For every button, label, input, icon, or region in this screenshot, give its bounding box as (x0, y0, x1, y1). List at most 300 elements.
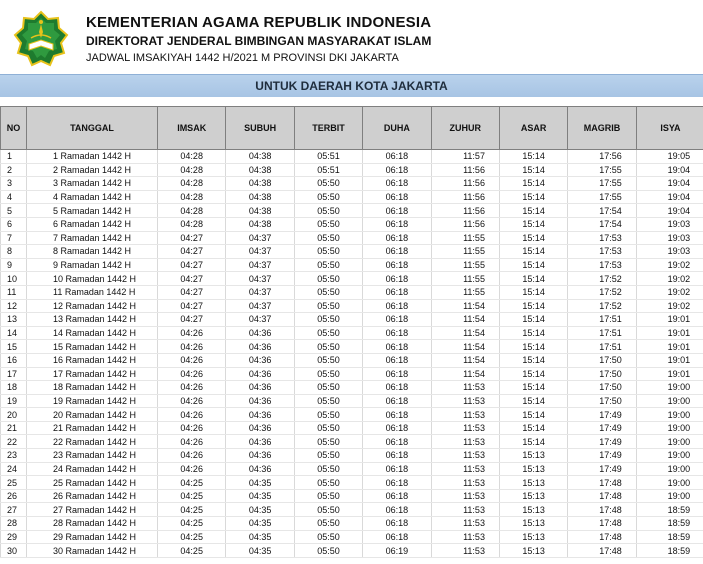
cell-tanggal: 22 Ramadan 1442 H (27, 435, 158, 449)
cell-isya: 19:01 (636, 313, 703, 327)
cell-asar: 15:14 (499, 190, 567, 204)
cell-duha: 06:18 (363, 340, 431, 354)
cell-magrib: 17:50 (568, 353, 636, 367)
cell-isya: 19:01 (636, 326, 703, 340)
cell-imsak: 04:25 (158, 544, 226, 558)
cell-isya: 19:01 (636, 353, 703, 367)
col-header-subuh: SUBUH (226, 107, 294, 150)
cell-isya: 19:04 (636, 204, 703, 218)
cell-magrib: 17:50 (568, 394, 636, 408)
cell-duha: 06:18 (363, 489, 431, 503)
cell-tanggal: 26 Ramadan 1442 H (27, 489, 158, 503)
cell-imsak: 04:26 (158, 449, 226, 463)
cell-zuhur: 11:53 (431, 462, 499, 476)
cell-subuh: 04:37 (226, 313, 294, 327)
cell-terbit: 05:50 (294, 313, 362, 327)
cell-isya: 19:02 (636, 285, 703, 299)
cell-magrib: 17:53 (568, 245, 636, 259)
cell-subuh: 04:35 (226, 489, 294, 503)
cell-terbit: 05:50 (294, 408, 362, 422)
cell-asar: 15:14 (499, 245, 567, 259)
cell-duha: 06:18 (363, 150, 431, 164)
cell-zuhur: 11:56 (431, 217, 499, 231)
cell-magrib: 17:49 (568, 408, 636, 422)
table-row (1, 530, 703, 544)
cell-no: 26 (1, 489, 27, 503)
cell-terbit: 05:50 (294, 217, 362, 231)
cell-terbit: 05:50 (294, 476, 362, 490)
cell-duha: 06:18 (363, 313, 431, 327)
cell-duha: 06:18 (363, 258, 431, 272)
table-body (1, 150, 703, 558)
cell-magrib: 17:56 (568, 150, 636, 164)
cell-imsak: 04:27 (158, 258, 226, 272)
cell-terbit: 05:50 (294, 530, 362, 544)
cell-magrib: 17:51 (568, 313, 636, 327)
cell-imsak: 04:26 (158, 381, 226, 395)
cell-terbit: 05:50 (294, 326, 362, 340)
cell-magrib: 17:51 (568, 340, 636, 354)
cell-asar: 15:14 (499, 177, 567, 191)
cell-magrib: 17:49 (568, 449, 636, 463)
table-row (1, 177, 703, 191)
cell-no: 27 (1, 503, 27, 517)
cell-isya: 19:02 (636, 272, 703, 286)
cell-magrib: 17:49 (568, 421, 636, 435)
cell-imsak: 04:26 (158, 394, 226, 408)
cell-terbit: 05:50 (294, 544, 362, 558)
cell-duha: 06:18 (363, 449, 431, 463)
cell-magrib: 17:55 (568, 190, 636, 204)
col-header-tanggal: TANGGAL (27, 107, 158, 150)
cell-magrib: 17:48 (568, 530, 636, 544)
cell-terbit: 05:50 (294, 435, 362, 449)
cell-isya: 19:00 (636, 462, 703, 476)
col-header-isya: ISYA (636, 107, 703, 150)
cell-imsak: 04:25 (158, 503, 226, 517)
imsakiyah-table (0, 106, 703, 558)
cell-isya: 19:02 (636, 299, 703, 313)
cell-no: 9 (1, 258, 27, 272)
cell-zuhur: 11:56 (431, 163, 499, 177)
table-row (1, 217, 703, 231)
cell-subuh: 04:37 (226, 258, 294, 272)
cell-terbit: 05:50 (294, 517, 362, 531)
cell-imsak: 04:26 (158, 340, 226, 354)
cell-asar: 15:14 (499, 367, 567, 381)
cell-magrib: 17:49 (568, 435, 636, 449)
cell-no: 11 (1, 285, 27, 299)
cell-terbit: 05:50 (294, 272, 362, 286)
cell-isya: 19:00 (636, 489, 703, 503)
cell-zuhur: 11:55 (431, 285, 499, 299)
cell-zuhur: 11:55 (431, 272, 499, 286)
cell-subuh: 04:36 (226, 394, 294, 408)
cell-subuh: 04:36 (226, 353, 294, 367)
table-row (1, 299, 703, 313)
cell-no: 24 (1, 462, 27, 476)
cell-tanggal: 9 Ramadan 1442 H (27, 258, 158, 272)
cell-no: 1 (1, 150, 27, 164)
col-header-duha: DUHA (363, 107, 431, 150)
table-row (1, 190, 703, 204)
cell-duha: 06:18 (363, 217, 431, 231)
cell-subuh: 04:37 (226, 245, 294, 259)
cell-terbit: 05:50 (294, 285, 362, 299)
cell-tanggal: 27 Ramadan 1442 H (27, 503, 158, 517)
cell-zuhur: 11:53 (431, 421, 499, 435)
cell-subuh: 04:37 (226, 231, 294, 245)
cell-magrib: 17:48 (568, 503, 636, 517)
cell-magrib: 17:54 (568, 217, 636, 231)
cell-asar: 15:13 (499, 476, 567, 490)
cell-isya: 18:59 (636, 517, 703, 531)
cell-subuh: 04:38 (226, 217, 294, 231)
cell-tanggal: 2 Ramadan 1442 H (27, 163, 158, 177)
cell-subuh: 04:36 (226, 449, 294, 463)
cell-tanggal: 21 Ramadan 1442 H (27, 421, 158, 435)
cell-duha: 06:18 (363, 190, 431, 204)
cell-asar: 15:14 (499, 435, 567, 449)
table-row (1, 544, 703, 558)
cell-subuh: 04:37 (226, 272, 294, 286)
cell-zuhur: 11:54 (431, 353, 499, 367)
cell-terbit: 05:50 (294, 299, 362, 313)
cell-isya: 19:05 (636, 150, 703, 164)
cell-duha: 06:18 (363, 245, 431, 259)
cell-isya: 19:00 (636, 421, 703, 435)
table-header-row (1, 107, 703, 150)
cell-asar: 15:14 (499, 353, 567, 367)
cell-zuhur: 11:53 (431, 449, 499, 463)
cell-tanggal: 4 Ramadan 1442 H (27, 190, 158, 204)
cell-isya: 18:59 (636, 530, 703, 544)
cell-subuh: 04:36 (226, 326, 294, 340)
cell-terbit: 05:51 (294, 150, 362, 164)
cell-tanggal: 13 Ramadan 1442 H (27, 313, 158, 327)
cell-asar: 15:13 (499, 517, 567, 531)
cell-no: 22 (1, 435, 27, 449)
cell-asar: 15:14 (499, 163, 567, 177)
region-banner: UNTUK DAERAH KOTA JAKARTA (0, 74, 703, 98)
cell-tanggal: 14 Ramadan 1442 H (27, 326, 158, 340)
cell-terbit: 05:50 (294, 204, 362, 218)
cell-no: 19 (1, 394, 27, 408)
cell-duha: 06:18 (363, 231, 431, 245)
cell-zuhur: 11:55 (431, 245, 499, 259)
cell-no: 14 (1, 326, 27, 340)
table-row (1, 503, 703, 517)
cell-duha: 06:18 (363, 272, 431, 286)
cell-asar: 15:14 (499, 326, 567, 340)
cell-tanggal: 12 Ramadan 1442 H (27, 299, 158, 313)
table-row (1, 285, 703, 299)
cell-duha: 06:18 (363, 530, 431, 544)
cell-subuh: 04:38 (226, 190, 294, 204)
cell-asar: 15:14 (499, 381, 567, 395)
cell-terbit: 05:50 (294, 190, 362, 204)
cell-tanggal: 8 Ramadan 1442 H (27, 245, 158, 259)
cell-zuhur: 11:53 (431, 381, 499, 395)
cell-no: 18 (1, 381, 27, 395)
cell-duha: 06:19 (363, 544, 431, 558)
cell-duha: 06:18 (363, 381, 431, 395)
col-header-asar: ASAR (499, 107, 567, 150)
table-row (1, 326, 703, 340)
cell-asar: 15:14 (499, 421, 567, 435)
cell-terbit: 05:50 (294, 462, 362, 476)
cell-zuhur: 11:55 (431, 258, 499, 272)
cell-magrib: 17:55 (568, 177, 636, 191)
cell-imsak: 04:26 (158, 353, 226, 367)
cell-imsak: 04:26 (158, 435, 226, 449)
cell-tanggal: 15 Ramadan 1442 H (27, 340, 158, 354)
cell-subuh: 04:35 (226, 476, 294, 490)
cell-duha: 06:18 (363, 435, 431, 449)
cell-tanggal: 18 Ramadan 1442 H (27, 381, 158, 395)
cell-magrib: 17:52 (568, 272, 636, 286)
cell-zuhur: 11:53 (431, 517, 499, 531)
cell-duha: 06:18 (363, 394, 431, 408)
cell-duha: 06:18 (363, 476, 431, 490)
cell-subuh: 04:38 (226, 204, 294, 218)
cell-zuhur: 11:56 (431, 177, 499, 191)
cell-zuhur: 11:54 (431, 367, 499, 381)
cell-asar: 15:14 (499, 299, 567, 313)
col-header-terbit: TERBIT (294, 107, 362, 150)
cell-magrib: 17:51 (568, 326, 636, 340)
cell-duha: 06:18 (363, 204, 431, 218)
table-row (1, 489, 703, 503)
cell-subuh: 04:36 (226, 367, 294, 381)
cell-subuh: 04:37 (226, 285, 294, 299)
cell-imsak: 04:26 (158, 408, 226, 422)
cell-subuh: 04:35 (226, 530, 294, 544)
cell-magrib: 17:53 (568, 231, 636, 245)
cell-zuhur: 11:56 (431, 204, 499, 218)
cell-no: 23 (1, 449, 27, 463)
cell-imsak: 04:25 (158, 517, 226, 531)
ministry-logo-icon (12, 10, 70, 68)
cell-subuh: 04:35 (226, 503, 294, 517)
cell-isya: 19:00 (636, 381, 703, 395)
cell-zuhur: 11:57 (431, 150, 499, 164)
cell-magrib: 17:54 (568, 204, 636, 218)
cell-magrib: 17:55 (568, 163, 636, 177)
cell-magrib: 17:48 (568, 544, 636, 558)
cell-no: 10 (1, 272, 27, 286)
cell-no: 20 (1, 408, 27, 422)
cell-zuhur: 11:53 (431, 489, 499, 503)
cell-tanggal: 3 Ramadan 1442 H (27, 177, 158, 191)
cell-isya: 19:04 (636, 163, 703, 177)
cell-subuh: 04:35 (226, 517, 294, 531)
cell-imsak: 04:27 (158, 285, 226, 299)
cell-duha: 06:18 (363, 285, 431, 299)
cell-magrib: 17:50 (568, 381, 636, 395)
cell-no: 16 (1, 353, 27, 367)
cell-magrib: 17:48 (568, 476, 636, 490)
cell-no: 5 (1, 204, 27, 218)
cell-imsak: 04:28 (158, 177, 226, 191)
cell-imsak: 04:28 (158, 204, 226, 218)
cell-isya: 19:04 (636, 190, 703, 204)
cell-tanggal: 28 Ramadan 1442 H (27, 517, 158, 531)
cell-imsak: 04:28 (158, 190, 226, 204)
cell-asar: 15:14 (499, 231, 567, 245)
table-row (1, 340, 703, 354)
cell-no: 25 (1, 476, 27, 490)
cell-no: 15 (1, 340, 27, 354)
cell-duha: 06:18 (363, 326, 431, 340)
cell-zuhur: 11:53 (431, 544, 499, 558)
cell-zuhur: 11:54 (431, 326, 499, 340)
cell-terbit: 05:50 (294, 177, 362, 191)
cell-terbit: 05:50 (294, 489, 362, 503)
cell-asar: 15:14 (499, 408, 567, 422)
cell-subuh: 04:38 (226, 177, 294, 191)
cell-imsak: 04:25 (158, 489, 226, 503)
cell-magrib: 17:52 (568, 285, 636, 299)
cell-asar: 15:14 (499, 285, 567, 299)
cell-isya: 19:00 (636, 449, 703, 463)
cell-zuhur: 11:53 (431, 476, 499, 490)
cell-imsak: 04:25 (158, 530, 226, 544)
cell-terbit: 05:50 (294, 340, 362, 354)
cell-magrib: 17:49 (568, 462, 636, 476)
cell-terbit: 05:50 (294, 231, 362, 245)
cell-subuh: 04:35 (226, 544, 294, 558)
cell-isya: 19:03 (636, 245, 703, 259)
table-row (1, 421, 703, 435)
cell-duha: 06:18 (363, 517, 431, 531)
table-row (1, 272, 703, 286)
cell-asar: 15:14 (499, 258, 567, 272)
cell-asar: 15:14 (499, 272, 567, 286)
cell-no: 29 (1, 530, 27, 544)
table-row (1, 394, 703, 408)
cell-no: 8 (1, 245, 27, 259)
cell-zuhur: 11:53 (431, 408, 499, 422)
cell-tanggal: 7 Ramadan 1442 H (27, 231, 158, 245)
cell-isya: 19:02 (636, 258, 703, 272)
cell-asar: 15:13 (499, 449, 567, 463)
cell-isya: 19:03 (636, 217, 703, 231)
table-row (1, 150, 703, 164)
cell-isya: 19:00 (636, 435, 703, 449)
cell-tanggal: 11 Ramadan 1442 H (27, 285, 158, 299)
table-row (1, 476, 703, 490)
table-row (1, 204, 703, 218)
cell-imsak: 04:28 (158, 163, 226, 177)
cell-asar: 15:13 (499, 489, 567, 503)
cell-duha: 06:18 (363, 299, 431, 313)
cell-imsak: 04:27 (158, 231, 226, 245)
cell-tanggal: 1 Ramadan 1442 H (27, 150, 158, 164)
cell-imsak: 04:28 (158, 150, 226, 164)
cell-zuhur: 11:55 (431, 231, 499, 245)
cell-imsak: 04:26 (158, 326, 226, 340)
cell-duha: 06:18 (363, 503, 431, 517)
cell-tanggal: 24 Ramadan 1442 H (27, 462, 158, 476)
col-header-zuhur: ZUHUR (431, 107, 499, 150)
table-row (1, 449, 703, 463)
spacer (0, 97, 703, 106)
cell-imsak: 04:27 (158, 272, 226, 286)
ministry-title: KEMENTERIAN AGAMA REPUBLIK INDONESIA (86, 14, 432, 31)
table-row (1, 381, 703, 395)
cell-magrib: 17:52 (568, 299, 636, 313)
cell-zuhur: 11:56 (431, 190, 499, 204)
cell-imsak: 04:25 (158, 476, 226, 490)
cell-no: 3 (1, 177, 27, 191)
cell-zuhur: 11:53 (431, 394, 499, 408)
table-row (1, 462, 703, 476)
cell-tanggal: 6 Ramadan 1442 H (27, 217, 158, 231)
cell-asar: 15:14 (499, 313, 567, 327)
cell-imsak: 04:26 (158, 367, 226, 381)
directorate-title: DIREKTORAT JENDERAL BIMBINGAN MASYARAKAT ISLAM (86, 34, 432, 48)
cell-duha: 06:18 (363, 367, 431, 381)
cell-subuh: 04:36 (226, 462, 294, 476)
col-header-magrib: MAGRIB (568, 107, 636, 150)
cell-subuh: 04:36 (226, 381, 294, 395)
cell-zuhur: 11:53 (431, 435, 499, 449)
cell-isya: 19:01 (636, 340, 703, 354)
cell-no: 7 (1, 231, 27, 245)
cell-subuh: 04:36 (226, 421, 294, 435)
cell-magrib: 17:48 (568, 489, 636, 503)
cell-tanggal: 20 Ramadan 1442 H (27, 408, 158, 422)
table-row (1, 231, 703, 245)
cell-asar: 15:14 (499, 340, 567, 354)
cell-asar: 15:14 (499, 204, 567, 218)
table-row (1, 517, 703, 531)
table-row (1, 353, 703, 367)
cell-no: 6 (1, 217, 27, 231)
cell-isya: 19:04 (636, 177, 703, 191)
cell-isya: 18:59 (636, 503, 703, 517)
cell-imsak: 04:26 (158, 421, 226, 435)
cell-isya: 19:00 (636, 394, 703, 408)
cell-terbit: 05:50 (294, 449, 362, 463)
col-header-no: NO (1, 107, 27, 150)
cell-zuhur: 11:54 (431, 299, 499, 313)
table-row (1, 258, 703, 272)
cell-asar: 15:14 (499, 150, 567, 164)
cell-duha: 06:18 (363, 353, 431, 367)
table-row (1, 163, 703, 177)
cell-tanggal: 25 Ramadan 1442 H (27, 476, 158, 490)
cell-isya: 19:03 (636, 231, 703, 245)
table-row (1, 245, 703, 259)
cell-zuhur: 11:54 (431, 313, 499, 327)
cell-imsak: 04:28 (158, 217, 226, 231)
cell-no: 30 (1, 544, 27, 558)
cell-tanggal: 17 Ramadan 1442 H (27, 367, 158, 381)
schedule-title: JADWAL IMSAKIYAH 1442 H/2021 M PROVINSI DKI JAKARTA (86, 52, 399, 64)
cell-no: 17 (1, 367, 27, 381)
cell-terbit: 05:50 (294, 245, 362, 259)
cell-asar: 15:13 (499, 530, 567, 544)
cell-tanggal: 5 Ramadan 1442 H (27, 204, 158, 218)
table-row (1, 408, 703, 422)
cell-no: 12 (1, 299, 27, 313)
cell-subuh: 04:38 (226, 163, 294, 177)
cell-imsak: 04:27 (158, 245, 226, 259)
cell-isya: 19:01 (636, 367, 703, 381)
table-row (1, 435, 703, 449)
